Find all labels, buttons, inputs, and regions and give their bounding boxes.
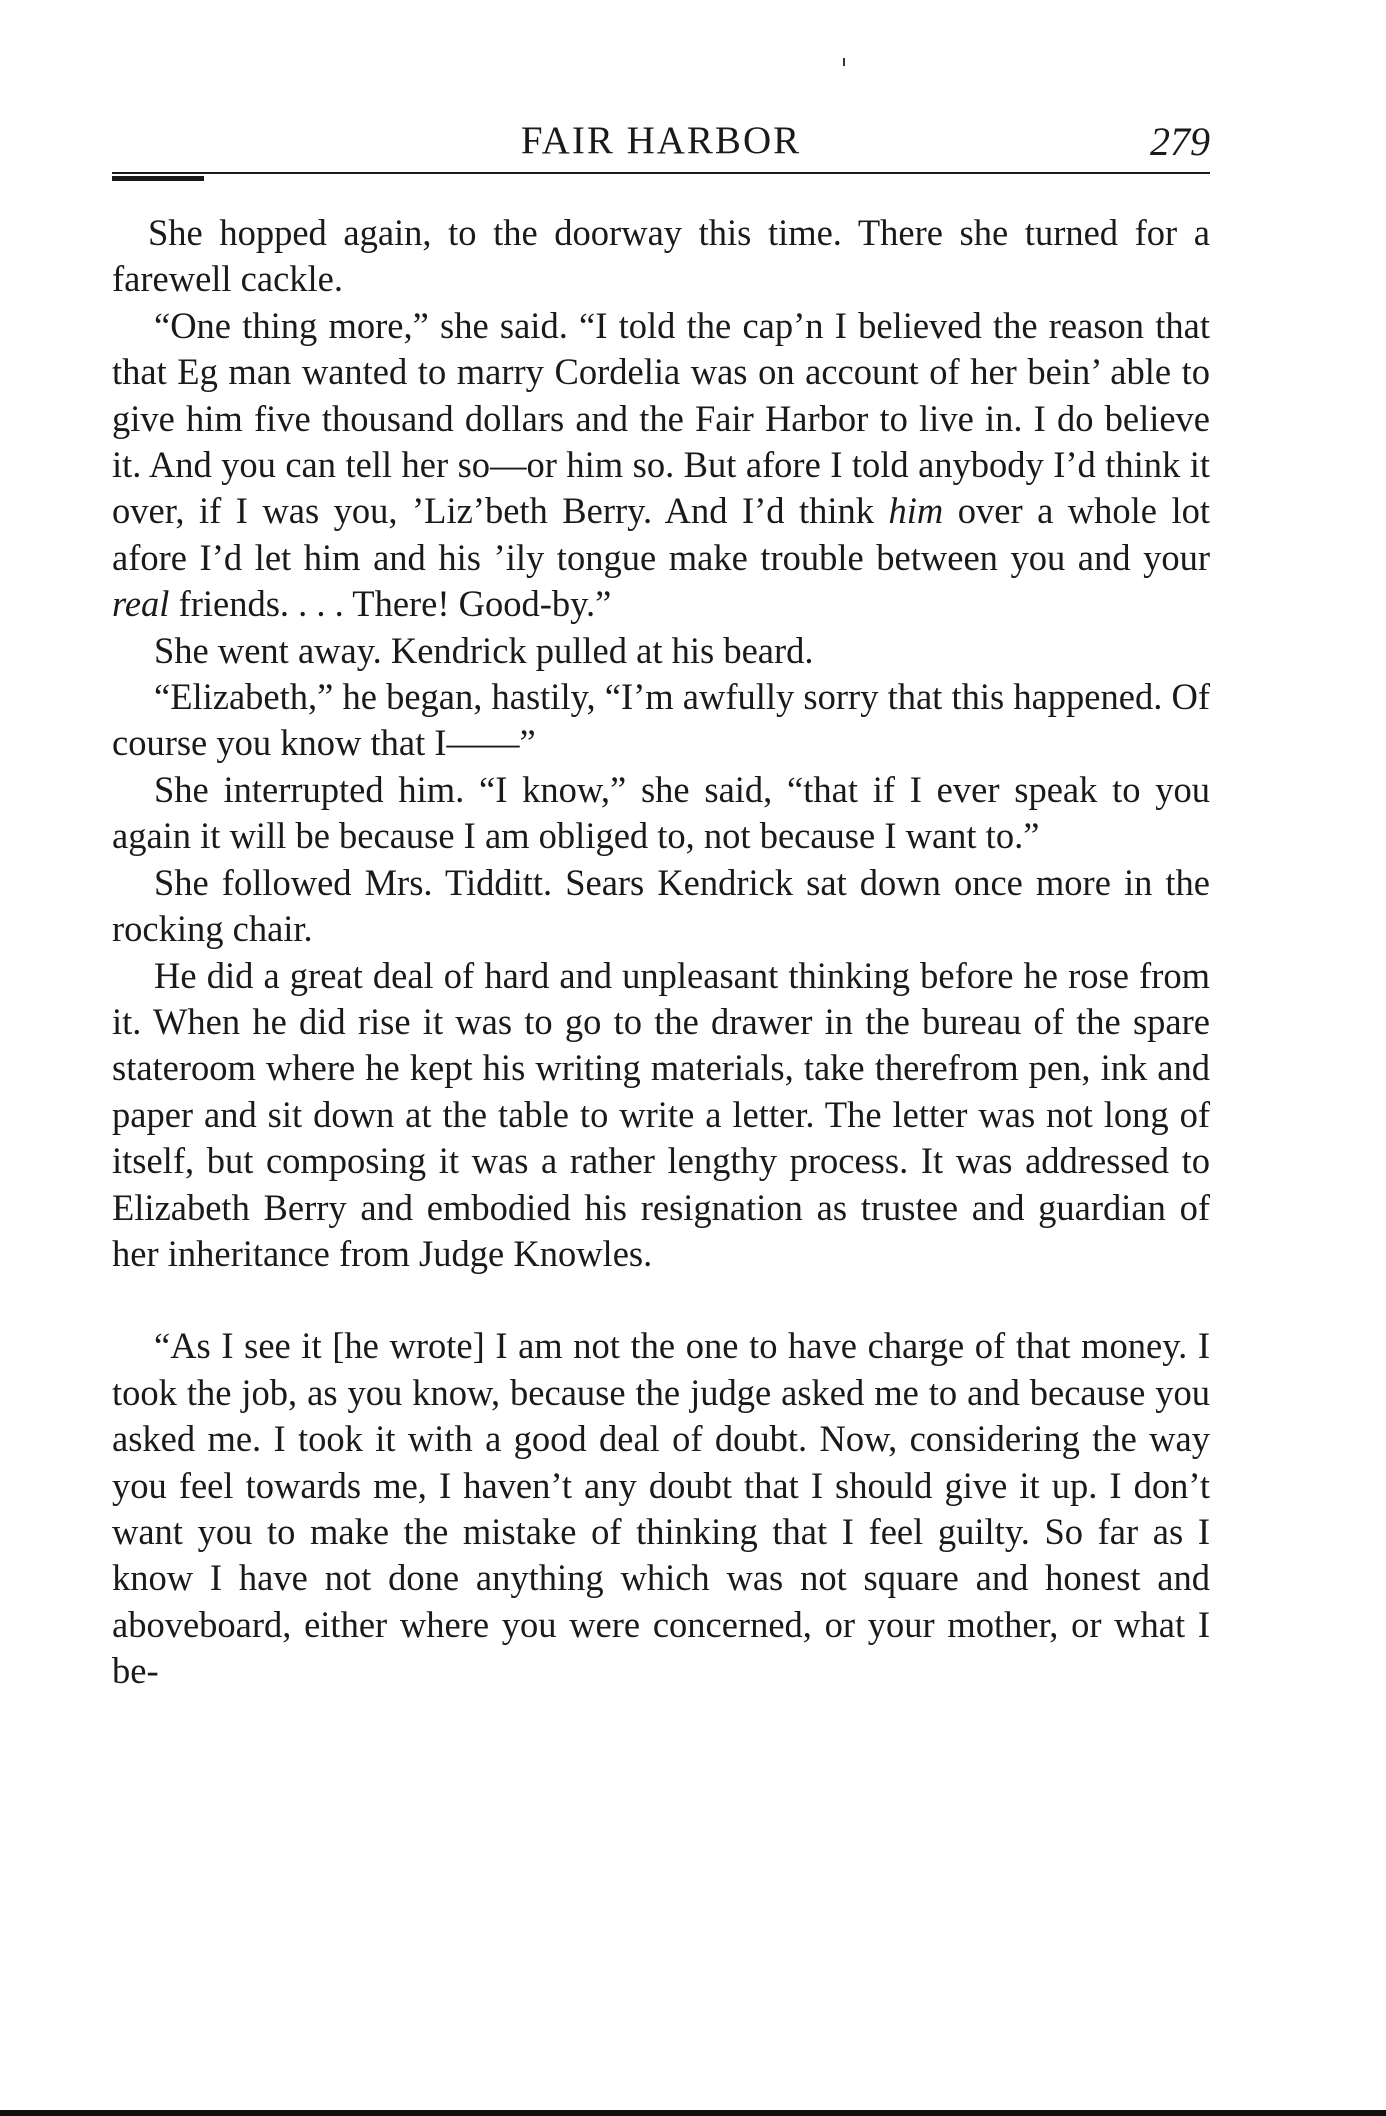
text-run: “As I see it [he wrote] I am not the one to have charge of that money. I took the job, as you know, because the judge asked me to and because you asked me. I took it with a good deal of doubt. Now, considering the way you feel towards me, I haven’t any doubt that I should give it up. I don’t want you to make the mistake of thinking that I feel guilty. So far as I know I have not done anything which was not square and honest and aboveboard, either where you were concerned, or your mother, or what I be- bbox=[112, 1325, 1210, 1692]
paragraph bbox=[112, 767, 1210, 860]
text-run: She hopped again, to the doorway this time. There she turned for a farewell cackle. bbox=[112, 212, 1210, 300]
text-run: She interrupted him. “I know,” she said, “that if I ever speak to you again it will be because I am obliged to, not because I want to.” bbox=[112, 768, 1210, 857]
header-rule-accent bbox=[112, 176, 204, 181]
text-run: over a whole lot afore I’d let him and his ’ily tongue make trouble between you and your bbox=[112, 490, 1210, 578]
letter-paragraph bbox=[112, 1323, 1210, 1694]
scan-bottom-edge bbox=[0, 2110, 1386, 2116]
italic-word: him bbox=[888, 490, 944, 532]
text-run: “Elizabeth,” he began, hastily, “I’m awfully sorry that this happened. Of course you know that I——” bbox=[112, 676, 1210, 764]
page-number: 279 bbox=[1150, 119, 1210, 164]
paragraph bbox=[112, 628, 1210, 674]
text-run: “One thing more,” she said. “I told the cap’n I believed the reason that that Eg man wanted to marry Cordelia was on account of her bein’ able to give him five thousand dollars and the Fair Harbor to live in. I do believe it. And you can tell her so—or him so. But afore I told anybody I’d think it over, if I was you, ’Liz’beth Berry. And I’d think bbox=[112, 304, 1210, 532]
header-rule bbox=[112, 172, 1210, 174]
running-title: FAIR HARBOR bbox=[520, 119, 802, 162]
paragraph bbox=[112, 303, 1210, 628]
text-run: friends. . . . There! Good-by.” bbox=[169, 583, 612, 625]
paragraph bbox=[112, 860, 1210, 953]
body-text bbox=[112, 210, 1210, 1695]
paragraph bbox=[112, 953, 1210, 1278]
italic-word: real bbox=[112, 583, 170, 625]
text-run: He did a great deal of hard and unpleasant thinking before he rose from it. When he did rise it was to go to the drawer in the bureau of the spare stateroom where he kept his writing materials, take therefrom pen, ink and paper and sit down at the table to write a letter. The letter was not long of itself, but composing it was a rather lengthy process. It was addressed to Elizabeth Berry and embodied his resignation as trustee and guardian of her inheritance from Judge Knowles. bbox=[112, 954, 1210, 1274]
paragraph bbox=[112, 674, 1210, 767]
paragraph bbox=[112, 210, 1210, 303]
running-head bbox=[112, 118, 1210, 174]
text-run: She went away. Kendrick pulled at his beard. bbox=[154, 629, 814, 671]
margin-tick-mark bbox=[843, 58, 845, 66]
text-run: She followed Mrs. Tidditt. Sears Kendrick sat down once more in the rocking chair. bbox=[112, 861, 1210, 950]
